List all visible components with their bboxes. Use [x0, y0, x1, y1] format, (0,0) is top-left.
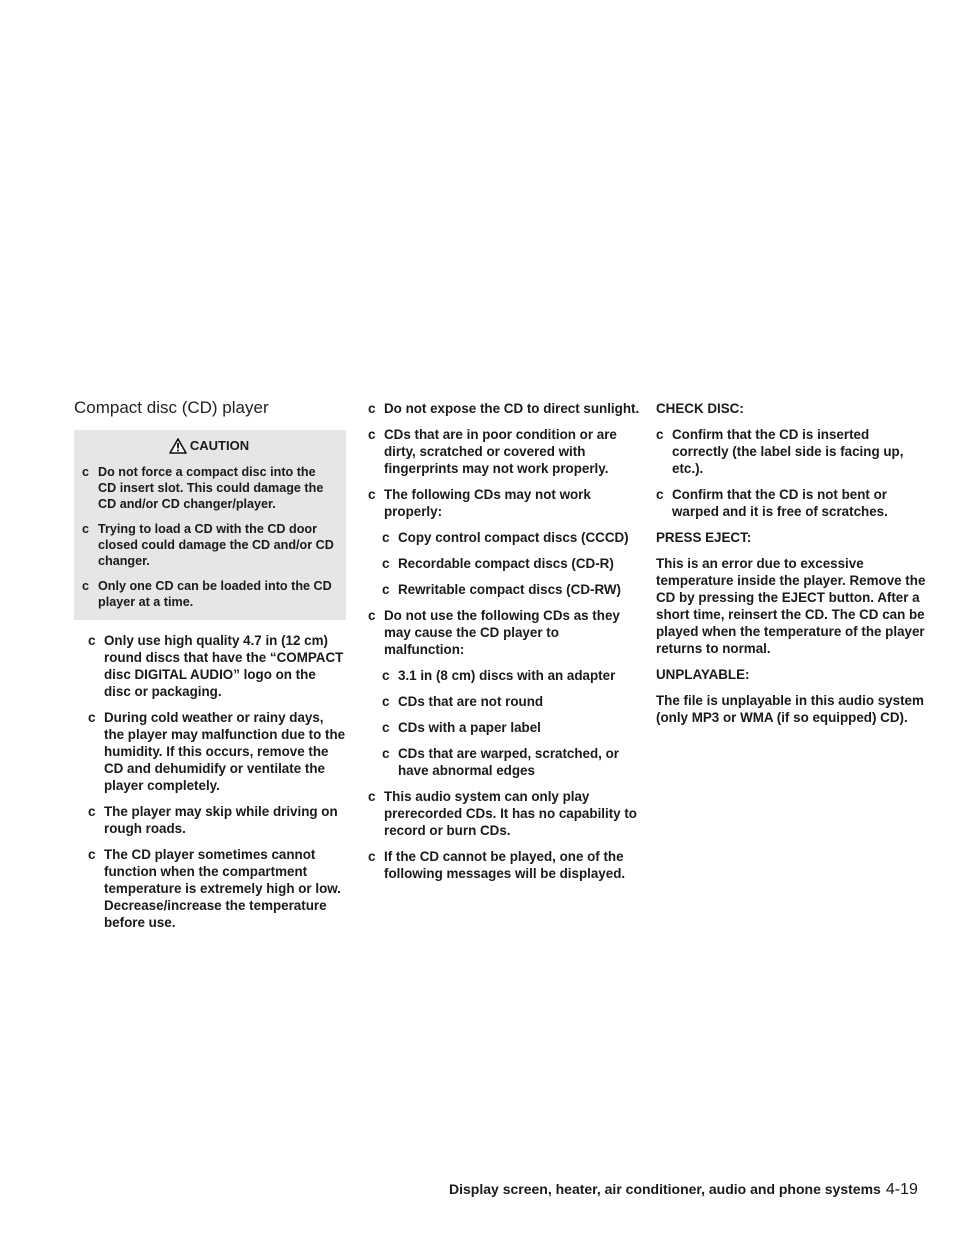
sub-list-item: c CDs that are warped, scratched, or have abnormal edges [382, 746, 620, 778]
column-3 [656, 400, 928, 735]
bullet-marker: c [382, 530, 390, 545]
list-item: c The player may skip while driving on rough roads. [88, 804, 338, 836]
unplayable-heading: UNPLAYABLE: [656, 667, 750, 682]
list-item: c Confirm that the CD is inserted correctly (the label side is facing up, etc.). [656, 427, 904, 476]
unplayable-text: The file is unplayable in this audio system (only MP3 or WMA (if so equipped) CD). [656, 693, 924, 725]
sub-list-item: c CDs with a paper label [382, 720, 541, 735]
check-disc-heading: CHECK DISC: [656, 401, 744, 416]
bullet-marker: c [382, 582, 390, 597]
sub-list-item: c Rewritable compact discs (CD-RW) [382, 582, 621, 597]
caution-item: c Only one CD can be loaded into the CD player at a time. [82, 579, 332, 609]
bullet-marker: c [382, 720, 390, 735]
list-item: c Do not expose the CD to direct sunlight. [368, 401, 640, 416]
list-item: c The following CDs may not work properly: [368, 487, 591, 519]
press-eject-heading: PRESS EJECT: [656, 530, 752, 545]
bullet-marker: c [88, 710, 96, 725]
press-eject-text: This is an error due to excessive temperature inside the player. Remove the CD by pressing the EJECT button. After a short time, reinsert the CD. The CD can be played when the temperature of the player returns to normal. [656, 556, 926, 656]
bullet-marker: c [368, 487, 376, 502]
section-title: Compact disc (CD) player [74, 398, 269, 417]
bullet-marker: c [88, 633, 96, 648]
list-item: c Confirm that the CD is not bent or warped and it is free of scratches. [656, 487, 888, 519]
caution-box [74, 430, 346, 620]
bullet-marker: c [382, 694, 390, 709]
bullet-marker: c [382, 668, 390, 683]
caution-item: c Do not force a compact disc into the CD insert slot. This could damage the CD and/or CD changer/player. [82, 465, 324, 511]
bullet-marker: c [656, 487, 664, 502]
bullet-marker: c [368, 849, 376, 864]
list-item: c This audio system can only play prerecorded CDs. It has no capability to record or burn CDs. [368, 789, 637, 838]
sub-list-item: c CDs that are not round [382, 694, 544, 709]
list-item: c The CD player sometimes cannot function when the compartment temperature is extremely high or low. Decrease/increase the temperature before use. [88, 847, 341, 930]
page-footer [449, 1181, 918, 1199]
caution-header [82, 438, 336, 454]
caution-item: c Trying to load a CD with the CD door closed could damage the CD and/or CD changer. [82, 522, 334, 568]
bullet-marker: c [656, 427, 664, 442]
sub-list-item: c Recordable compact discs (CD-R) [382, 556, 614, 571]
bullet-marker: c [88, 847, 96, 862]
bullet-marker: c [382, 556, 390, 571]
bullet-marker: c [382, 746, 390, 761]
bullet-marker: c [82, 579, 90, 593]
sub-list-item: c 3.1 in (8 cm) discs with an adapter [382, 668, 616, 683]
column-2 [368, 400, 640, 891]
bullet-marker: c [82, 465, 90, 479]
bullet-marker: c [368, 401, 376, 416]
bullet-marker: c [368, 608, 376, 623]
chapter-title: Display screen, heater, air conditioner, audio and phone systems [449, 1181, 881, 1197]
list-item: c During cold weather or rainy days, the player may malfunction due to the humidity. If this occurs, remove the CD and dehumidify or ventilate the player completely. [88, 710, 346, 793]
warning-triangle-icon [169, 438, 187, 454]
bullet-marker: c [82, 522, 90, 536]
page-number: 4-19 [885, 1181, 918, 1198]
bullet-marker: c [368, 789, 376, 804]
caution-label: CAUTION [189, 438, 250, 453]
list-item: c Do not use the following CDs as they may cause the CD player to malfunction: [368, 608, 620, 657]
sub-list-item: c Copy control compact discs (CCCD) [382, 530, 629, 545]
bullet-marker: c [368, 427, 376, 442]
list-item: c CDs that are in poor condition or are dirty, scratched or covered with fingerprints may not work properly. [368, 427, 617, 476]
list-item: c Only use high quality 4.7 in (12 cm) round discs that have the “COMPACT disc DIGITAL AUDIO” logo on the disc or packaging. [88, 633, 344, 699]
list-item: c If the CD cannot be played, one of the following messages will be displayed. [368, 849, 626, 881]
column-1 [74, 398, 346, 940]
bullet-marker: c [88, 804, 96, 819]
